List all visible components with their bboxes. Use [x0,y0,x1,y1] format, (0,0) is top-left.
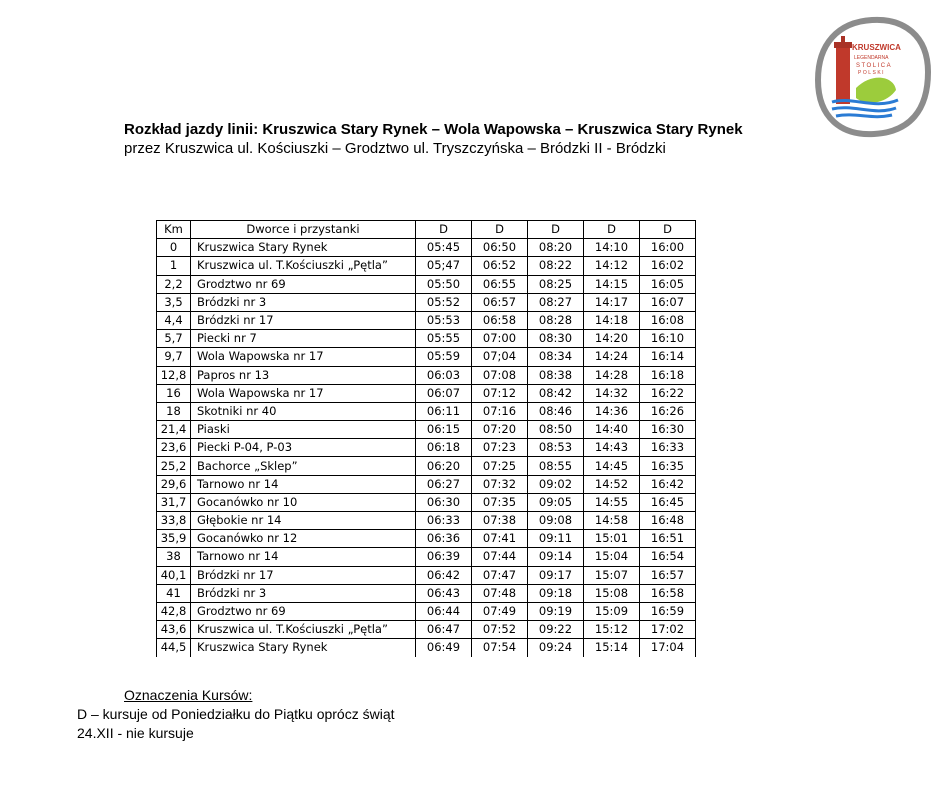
departure-time-cell: 14:52 [584,475,640,493]
departure-time-cell: 14:43 [584,439,640,457]
km-cell: 44,5 [157,639,191,657]
departure-time-cell: 14:18 [584,311,640,329]
stop-name-cell: Grodztwo nr 69 [191,275,416,293]
departure-time-cell: 06:58 [472,311,528,329]
departure-time-cell: 08:53 [528,439,584,457]
departure-time-cell: 05:50 [416,275,472,293]
stop-name-cell: Kruszwica ul. T.Kościuszki „Pętla” [191,621,416,639]
departure-time-cell: 14:36 [584,402,640,420]
stop-name-cell: Gocanówko nr 12 [191,530,416,548]
departure-time-cell: 14:17 [584,293,640,311]
legend [77,686,395,743]
departure-time-cell: 14:32 [584,384,640,402]
departure-time-cell: 06:44 [416,602,472,620]
stop-name-cell: Bachorce „Sklep” [191,457,416,475]
km-cell: 35,9 [157,530,191,548]
departure-time-cell: 08:38 [528,366,584,384]
table-row [157,639,696,657]
departure-time-cell: 05:45 [416,239,472,257]
km-cell: 31,7 [157,493,191,511]
header-course-4: D [584,221,640,239]
departure-time-cell: 07:32 [472,475,528,493]
header-course-5: D [640,221,696,239]
page-subtitle: przez Kruszwica ul. Kościuszki – Grodztwo ul. Tryszczyńska – Bródzki II - Bródzki [124,140,666,157]
departure-time-cell: 16:48 [640,512,696,530]
table-row [157,257,696,275]
logo-text-4: POLSKI [858,70,886,76]
departure-time-cell: 16:59 [640,602,696,620]
page-title: Rozkład jazdy linii: Kruszwica Stary Rynek – Wola Wapowska – Kruszwica Stary Rynek [124,121,743,138]
table-row [157,512,696,530]
departure-time-cell: 14:28 [584,366,640,384]
departure-time-cell: 16:05 [640,275,696,293]
stop-name-cell: Wola Wapowska nr 17 [191,348,416,366]
departure-time-cell: 06:55 [472,275,528,293]
km-cell: 43,6 [157,621,191,639]
km-cell: 25,2 [157,457,191,475]
logo-graphic [812,14,932,140]
table-row [157,475,696,493]
departure-time-cell: 07:16 [472,402,528,420]
departure-time-cell: 09:05 [528,493,584,511]
departure-time-cell: 08:34 [528,348,584,366]
legend-line-1: D – kursuje od Poniedziałku do Piątku oprócz świąt [77,706,395,722]
departure-time-cell: 07:00 [472,330,528,348]
header [124,120,744,158]
departure-time-cell: 14:15 [584,275,640,293]
departure-time-cell: 08:42 [528,384,584,402]
departure-time-cell: 16:33 [640,439,696,457]
logo-tower [836,46,850,104]
departure-time-cell: 07:38 [472,512,528,530]
departure-time-cell: 07:23 [472,439,528,457]
departure-time-cell: 09:11 [528,530,584,548]
table-row [157,311,696,329]
logo-text-1: KRUSZWICA [852,43,901,52]
departure-time-cell: 09:24 [528,639,584,657]
header-course-1: D [416,221,472,239]
departure-time-cell: 06:15 [416,421,472,439]
departure-time-cell: 17:04 [640,639,696,657]
departure-time-cell: 16:30 [640,421,696,439]
stop-name-cell: Bródzki nr 3 [191,584,416,602]
departure-time-cell: 16:07 [640,293,696,311]
table-row [157,602,696,620]
header-course-2: D [472,221,528,239]
departure-time-cell: 07:35 [472,493,528,511]
stop-name-cell: Grodztwo nr 69 [191,602,416,620]
departure-time-cell: 16:18 [640,366,696,384]
departure-time-cell: 16:57 [640,566,696,584]
departure-time-cell: 09:18 [528,584,584,602]
table-row [157,493,696,511]
departure-time-cell: 06:42 [416,566,472,584]
table-row [157,566,696,584]
departure-time-cell: 14:20 [584,330,640,348]
departure-time-cell: 07:48 [472,584,528,602]
stop-name-cell: Bródzki nr 17 [191,311,416,329]
table-row [157,366,696,384]
stop-name-cell: Głębokie nr 14 [191,512,416,530]
timetable [156,220,696,657]
stop-name-cell: Kruszwica ul. T.Kościuszki „Pętla” [191,257,416,275]
departure-time-cell: 15:01 [584,530,640,548]
table-row [157,330,696,348]
stop-name-cell: Piecki P-04, P-03 [191,439,416,457]
km-cell: 18 [157,402,191,420]
departure-time-cell: 08:55 [528,457,584,475]
stop-name-cell: Bródzki nr 17 [191,566,416,584]
km-cell: 23,6 [157,439,191,457]
departure-time-cell: 08:22 [528,257,584,275]
km-cell: 42,8 [157,602,191,620]
departure-time-cell: 15:14 [584,639,640,657]
departure-time-cell: 06:30 [416,493,472,511]
departure-time-cell: 16:22 [640,384,696,402]
departure-time-cell: 14:24 [584,348,640,366]
departure-time-cell: 08:30 [528,330,584,348]
header-km: Km [157,221,191,239]
km-cell: 29,6 [157,475,191,493]
table-row [157,457,696,475]
departure-time-cell: 15:09 [584,602,640,620]
km-cell: 33,8 [157,512,191,530]
km-cell: 41 [157,584,191,602]
departure-time-cell: 08:25 [528,275,584,293]
table-header-row [157,221,696,239]
table-row [157,421,696,439]
table-row [157,293,696,311]
header-stop: Dworce i przystanki [191,221,416,239]
departure-time-cell: 08:50 [528,421,584,439]
departure-time-cell: 07:41 [472,530,528,548]
departure-time-cell: 08:28 [528,311,584,329]
departure-time-cell: 14:55 [584,493,640,511]
departure-time-cell: 05;47 [416,257,472,275]
departure-time-cell: 09:02 [528,475,584,493]
departure-time-cell: 06:18 [416,439,472,457]
departure-time-cell: 16:58 [640,584,696,602]
legend-line-2: 24.XII - nie kursuje [77,725,194,741]
table-row [157,402,696,420]
departure-time-cell: 07:47 [472,566,528,584]
departure-time-cell: 07:20 [472,421,528,439]
departure-time-cell: 14:58 [584,512,640,530]
stop-name-cell: Papros nr 13 [191,366,416,384]
kruszwica-logo [812,14,932,140]
departure-time-cell: 07:08 [472,366,528,384]
timetable-table [156,220,696,657]
departure-time-cell: 08:46 [528,402,584,420]
departure-time-cell: 15:08 [584,584,640,602]
departure-time-cell: 06:20 [416,457,472,475]
header-course-3: D [528,221,584,239]
departure-time-cell: 16:26 [640,402,696,420]
departure-time-cell: 09:17 [528,566,584,584]
departure-time-cell: 09:19 [528,602,584,620]
stop-name-cell: Bródzki nr 3 [191,293,416,311]
departure-time-cell: 06:52 [472,257,528,275]
departure-time-cell: 17:02 [640,621,696,639]
km-cell: 4,4 [157,311,191,329]
departure-time-cell: 09:08 [528,512,584,530]
table-body [157,239,696,657]
stop-name-cell: Kruszwica Stary Rynek [191,239,416,257]
departure-time-cell: 07:54 [472,639,528,657]
stop-name-cell: Gocanówko nr 10 [191,493,416,511]
logo-text-3: STOLICA [856,63,893,69]
departure-time-cell: 16:35 [640,457,696,475]
table-row [157,621,696,639]
km-cell: 12,8 [157,366,191,384]
departure-time-cell: 06:33 [416,512,472,530]
departure-time-cell: 14:40 [584,421,640,439]
departure-time-cell: 16:14 [640,348,696,366]
departure-time-cell: 07:25 [472,457,528,475]
legend-title: Oznaczenia Kursów: [124,687,253,703]
departure-time-cell: 07:52 [472,621,528,639]
departure-time-cell: 06:11 [416,402,472,420]
km-cell: 40,1 [157,566,191,584]
km-cell: 3,5 [157,293,191,311]
departure-time-cell: 16:10 [640,330,696,348]
departure-time-cell: 06:07 [416,384,472,402]
departure-time-cell: 06:49 [416,639,472,657]
departure-time-cell: 09:22 [528,621,584,639]
table-row [157,548,696,566]
departure-time-cell: 16:42 [640,475,696,493]
km-cell: 16 [157,384,191,402]
km-cell: 21,4 [157,421,191,439]
departure-time-cell: 15:04 [584,548,640,566]
departure-time-cell: 08:20 [528,239,584,257]
km-cell: 38 [157,548,191,566]
departure-time-cell: 14:45 [584,457,640,475]
departure-time-cell: 08:27 [528,293,584,311]
table-row [157,384,696,402]
departure-time-cell: 16:02 [640,257,696,275]
departure-time-cell: 07;04 [472,348,528,366]
departure-time-cell: 07:12 [472,384,528,402]
table-row [157,348,696,366]
departure-time-cell: 05:59 [416,348,472,366]
departure-time-cell: 07:44 [472,548,528,566]
departure-time-cell: 16:51 [640,530,696,548]
departure-time-cell: 06:47 [416,621,472,639]
departure-time-cell: 06:43 [416,584,472,602]
departure-time-cell: 06:57 [472,293,528,311]
departure-time-cell: 15:12 [584,621,640,639]
departure-time-cell: 05:55 [416,330,472,348]
departure-time-cell: 16:54 [640,548,696,566]
stop-name-cell: Kruszwica Stary Rynek [191,639,416,657]
km-cell: 1 [157,257,191,275]
departure-time-cell: 14:12 [584,257,640,275]
stop-name-cell: Tarnowo nr 14 [191,548,416,566]
table-row [157,584,696,602]
table-row [157,239,696,257]
departure-time-cell: 07:49 [472,602,528,620]
stop-name-cell: Piaski [191,421,416,439]
departure-time-cell: 16:45 [640,493,696,511]
departure-time-cell: 16:08 [640,311,696,329]
departure-time-cell: 06:27 [416,475,472,493]
stop-name-cell: Piecki nr 7 [191,330,416,348]
table-row [157,275,696,293]
departure-time-cell: 16:00 [640,239,696,257]
table-row [157,439,696,457]
stop-name-cell: Wola Wapowska nr 17 [191,384,416,402]
table-row [157,530,696,548]
departure-time-cell: 06:03 [416,366,472,384]
km-cell: 9,7 [157,348,191,366]
logo-text-2: LEGENDARNA [854,55,889,61]
departure-time-cell: 06:36 [416,530,472,548]
departure-time-cell: 09:14 [528,548,584,566]
departure-time-cell: 05:53 [416,311,472,329]
departure-time-cell: 06:50 [472,239,528,257]
stop-name-cell: Skotniki nr 40 [191,402,416,420]
km-cell: 2,2 [157,275,191,293]
departure-time-cell: 14:10 [584,239,640,257]
logo-leaf [856,78,896,103]
departure-time-cell: 06:39 [416,548,472,566]
km-cell: 5,7 [157,330,191,348]
departure-time-cell: 15:07 [584,566,640,584]
km-cell: 0 [157,239,191,257]
stop-name-cell: Tarnowo nr 14 [191,475,416,493]
departure-time-cell: 05:52 [416,293,472,311]
